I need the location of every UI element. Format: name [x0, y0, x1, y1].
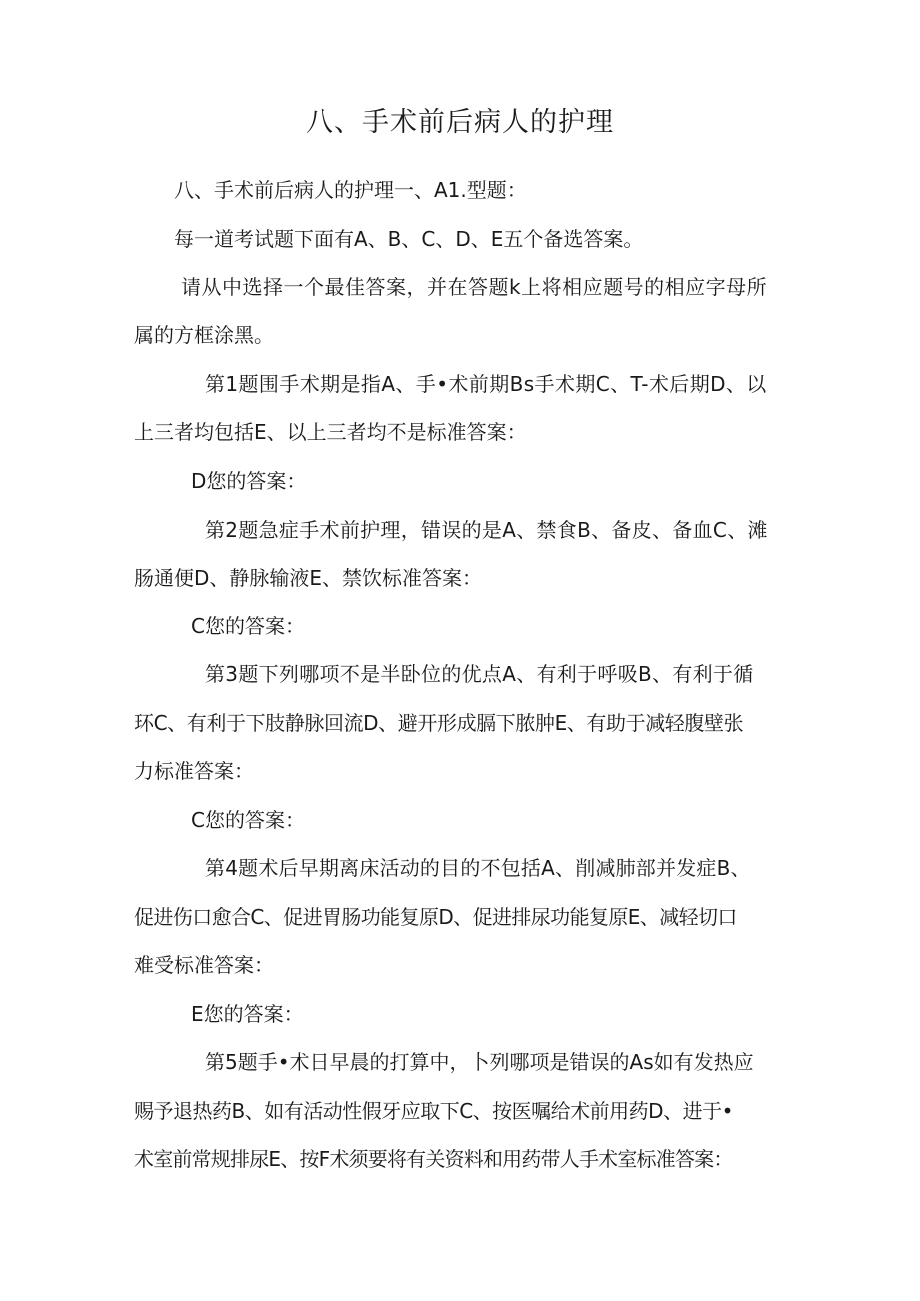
question-1-answer: D您的答案：: [191, 469, 307, 493]
question-3-line-3: 力标准答案：: [134, 759, 254, 783]
question-5-line-2: 赐予退热药B、如有活动性假牙应取下C、按医嘱给术前用药D、进于•: [134, 1099, 733, 1123]
instruction-line-2: 请从中选择一个最佳答案，并在答题k上将相应题号的相应字母所: [181, 275, 768, 299]
question-1-line-1: 第1题围手术期是指A、手•术前期Bs手术期C、T-术后期D、以: [205, 372, 767, 396]
question-4-line-2: 促进伤口愈合C、促进胃肠功能复原D、促进排尿功能复原E、减轻切口: [134, 905, 737, 929]
question-2-line-1: 第2题急症手术前护理，错误的是A、禁食B、备皮、备血C、滩: [205, 518, 768, 542]
question-4-line-1: 第4题术后早期离床活动的目的不包括A、削减肺部并发症B、: [205, 856, 751, 880]
instruction-line-1: 每一道考试题下面有A、B、C、D、E五个备选答案。: [174, 227, 644, 251]
question-3-line-1: 第3题下列哪项不是半卧位的优点A、有利于呼吸B、有利于循: [205, 662, 754, 686]
question-4-line-3: 难受标准答案：: [134, 953, 274, 977]
question-3-answer: C您的答案：: [191, 808, 305, 832]
section-heading: 八、手术前后病人的护理一、A1.型题：: [174, 178, 527, 202]
question-2-answer: C您的答案：: [191, 614, 305, 638]
question-5-line-3: 术室前常规排尿E、按F术须要将有关资料和用药带人手术室标准答案：: [134, 1147, 733, 1171]
question-1-line-2: 上三者均包括E、以上三者均不是标准答案：: [134, 420, 527, 444]
question-4-answer: E您的答案：: [191, 1002, 304, 1026]
instruction-line-3: 属的方框涂黑。: [134, 323, 274, 347]
question-5-line-1: 第5题手•术日早晨的打算中，卜列哪项是错误的As如有发热应: [205, 1050, 754, 1074]
document-title: 八、手术前后病人的护理: [306, 107, 614, 138]
question-2-line-2: 肠通便D、静脉输液E、禁饮标准答案：: [134, 566, 483, 590]
question-3-line-2: 环C、有利于下肢静脉回流D、避开形成膈下脓肿E、有助于减轻腹壁张: [134, 711, 744, 735]
